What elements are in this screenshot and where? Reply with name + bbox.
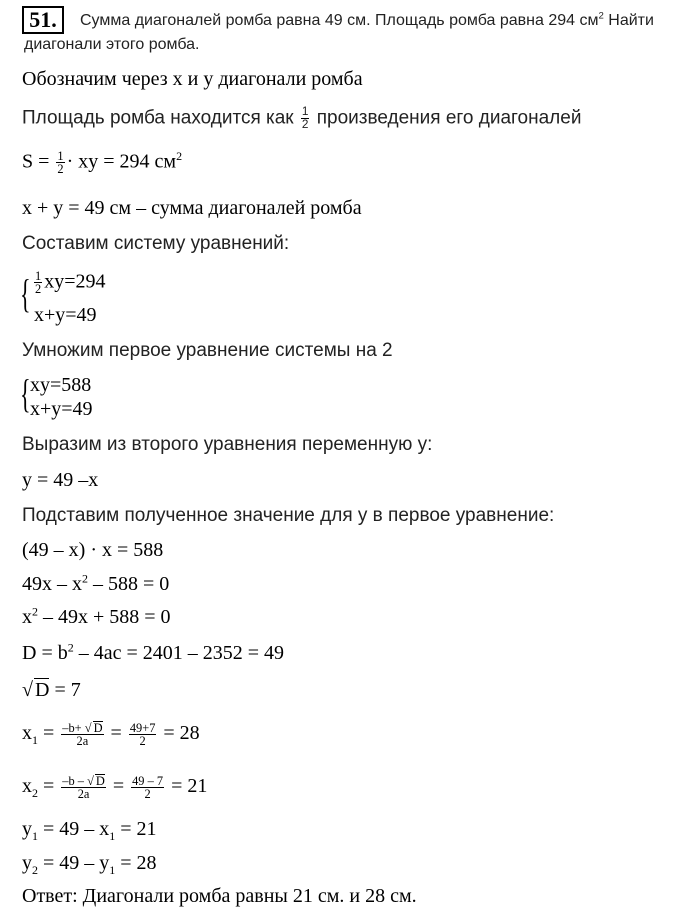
numeric-fraction: $\frac{49+7}{2}$ <box>129 720 156 748</box>
half-fraction: $\frac{1}{2}$ <box>35 269 42 297</box>
area-formula-text: Площадь ромба находится как $\frac{1}{2}$ произведения его диагоналей <box>22 105 582 131</box>
y1-value: $y_1 = 49 - x_1 = 21$ <box>22 818 157 843</box>
y2-value: $y_2 = 49 - y_1 = 28$ <box>22 852 157 877</box>
y-expression: y = 49 –x <box>22 469 99 491</box>
substitute-step: Подставим полученное значение для у в первое уравнение: <box>22 505 555 526</box>
area-equation: S = $\frac{1}{2}$ · xy = 294 $см^2$ <box>22 148 183 177</box>
discriminant-root: √ D = 7 <box>22 679 81 701</box>
system-intro: Составим систему уравнений: <box>22 233 290 254</box>
system-brace: { <box>20 371 31 416</box>
system-2-row-1: xy=588 <box>30 374 92 396</box>
system-1 <box>22 270 222 330</box>
system-brace: { <box>20 271 31 316</box>
equation-step-1: (49 – x) · x = 588 <box>22 539 164 561</box>
problem-text-line1: Сумма диагоналей ромба равна 49 см. Площадь ромба равна 294 $см^2$ Найти <box>80 10 654 29</box>
half-fraction: $\frac{1}{2}$ <box>57 149 64 177</box>
system-2-row-2: x+y=49 <box>30 398 93 420</box>
multiply-step: Умножим первое уравнение системы на 2 <box>22 340 393 361</box>
answer-line: Ответ: Диагонали ромба равны 21 см. и 28 см. <box>22 885 417 907</box>
equation-step-2: $49x - x^2 - 588 = 0$ <box>22 571 170 595</box>
equation-step-3: $x^2 - 49x + 588 = 0$ <box>22 604 171 628</box>
sum-equation: x + y = 49 см – сумма диагоналей ромба <box>22 197 362 219</box>
discriminant: $D = b^2 - 4ac = 2401 - 2352 = 49$ <box>22 640 285 664</box>
express-y-step: Выразим из второго уравнения переменную у: <box>22 434 433 455</box>
half-fraction: $\frac{1}{2}$ <box>301 105 309 131</box>
root-fraction: $\frac{-b+ √ D}{2a}$ <box>62 721 103 749</box>
notation-line: Обозначим через х и у диагонали ромба <box>22 68 363 90</box>
system-1-row-1: $\frac{1}{2}$ xy=294 <box>35 269 106 297</box>
root-x1: $x_1$ = $\frac{-b+ √ D}{2a}$ = $\frac{49+7}{2}$ = 28 <box>22 720 200 749</box>
system-1-row-2: x+y=49 <box>34 304 97 326</box>
numeric-fraction: $\frac{49 - 7}{2}$ <box>132 773 164 801</box>
root-fraction: $\frac{-b - √ D}{2a}$ <box>62 774 105 802</box>
root-x2: $x_2$ = $\frac{-b - √ D}{2a}$ = $\frac{49 - 7}{2}$ = 21 <box>22 773 208 802</box>
problem-text-line2: диагонали этого ромба. <box>24 36 200 53</box>
problem-number: 51. <box>22 6 64 34</box>
system-2 <box>22 372 222 422</box>
